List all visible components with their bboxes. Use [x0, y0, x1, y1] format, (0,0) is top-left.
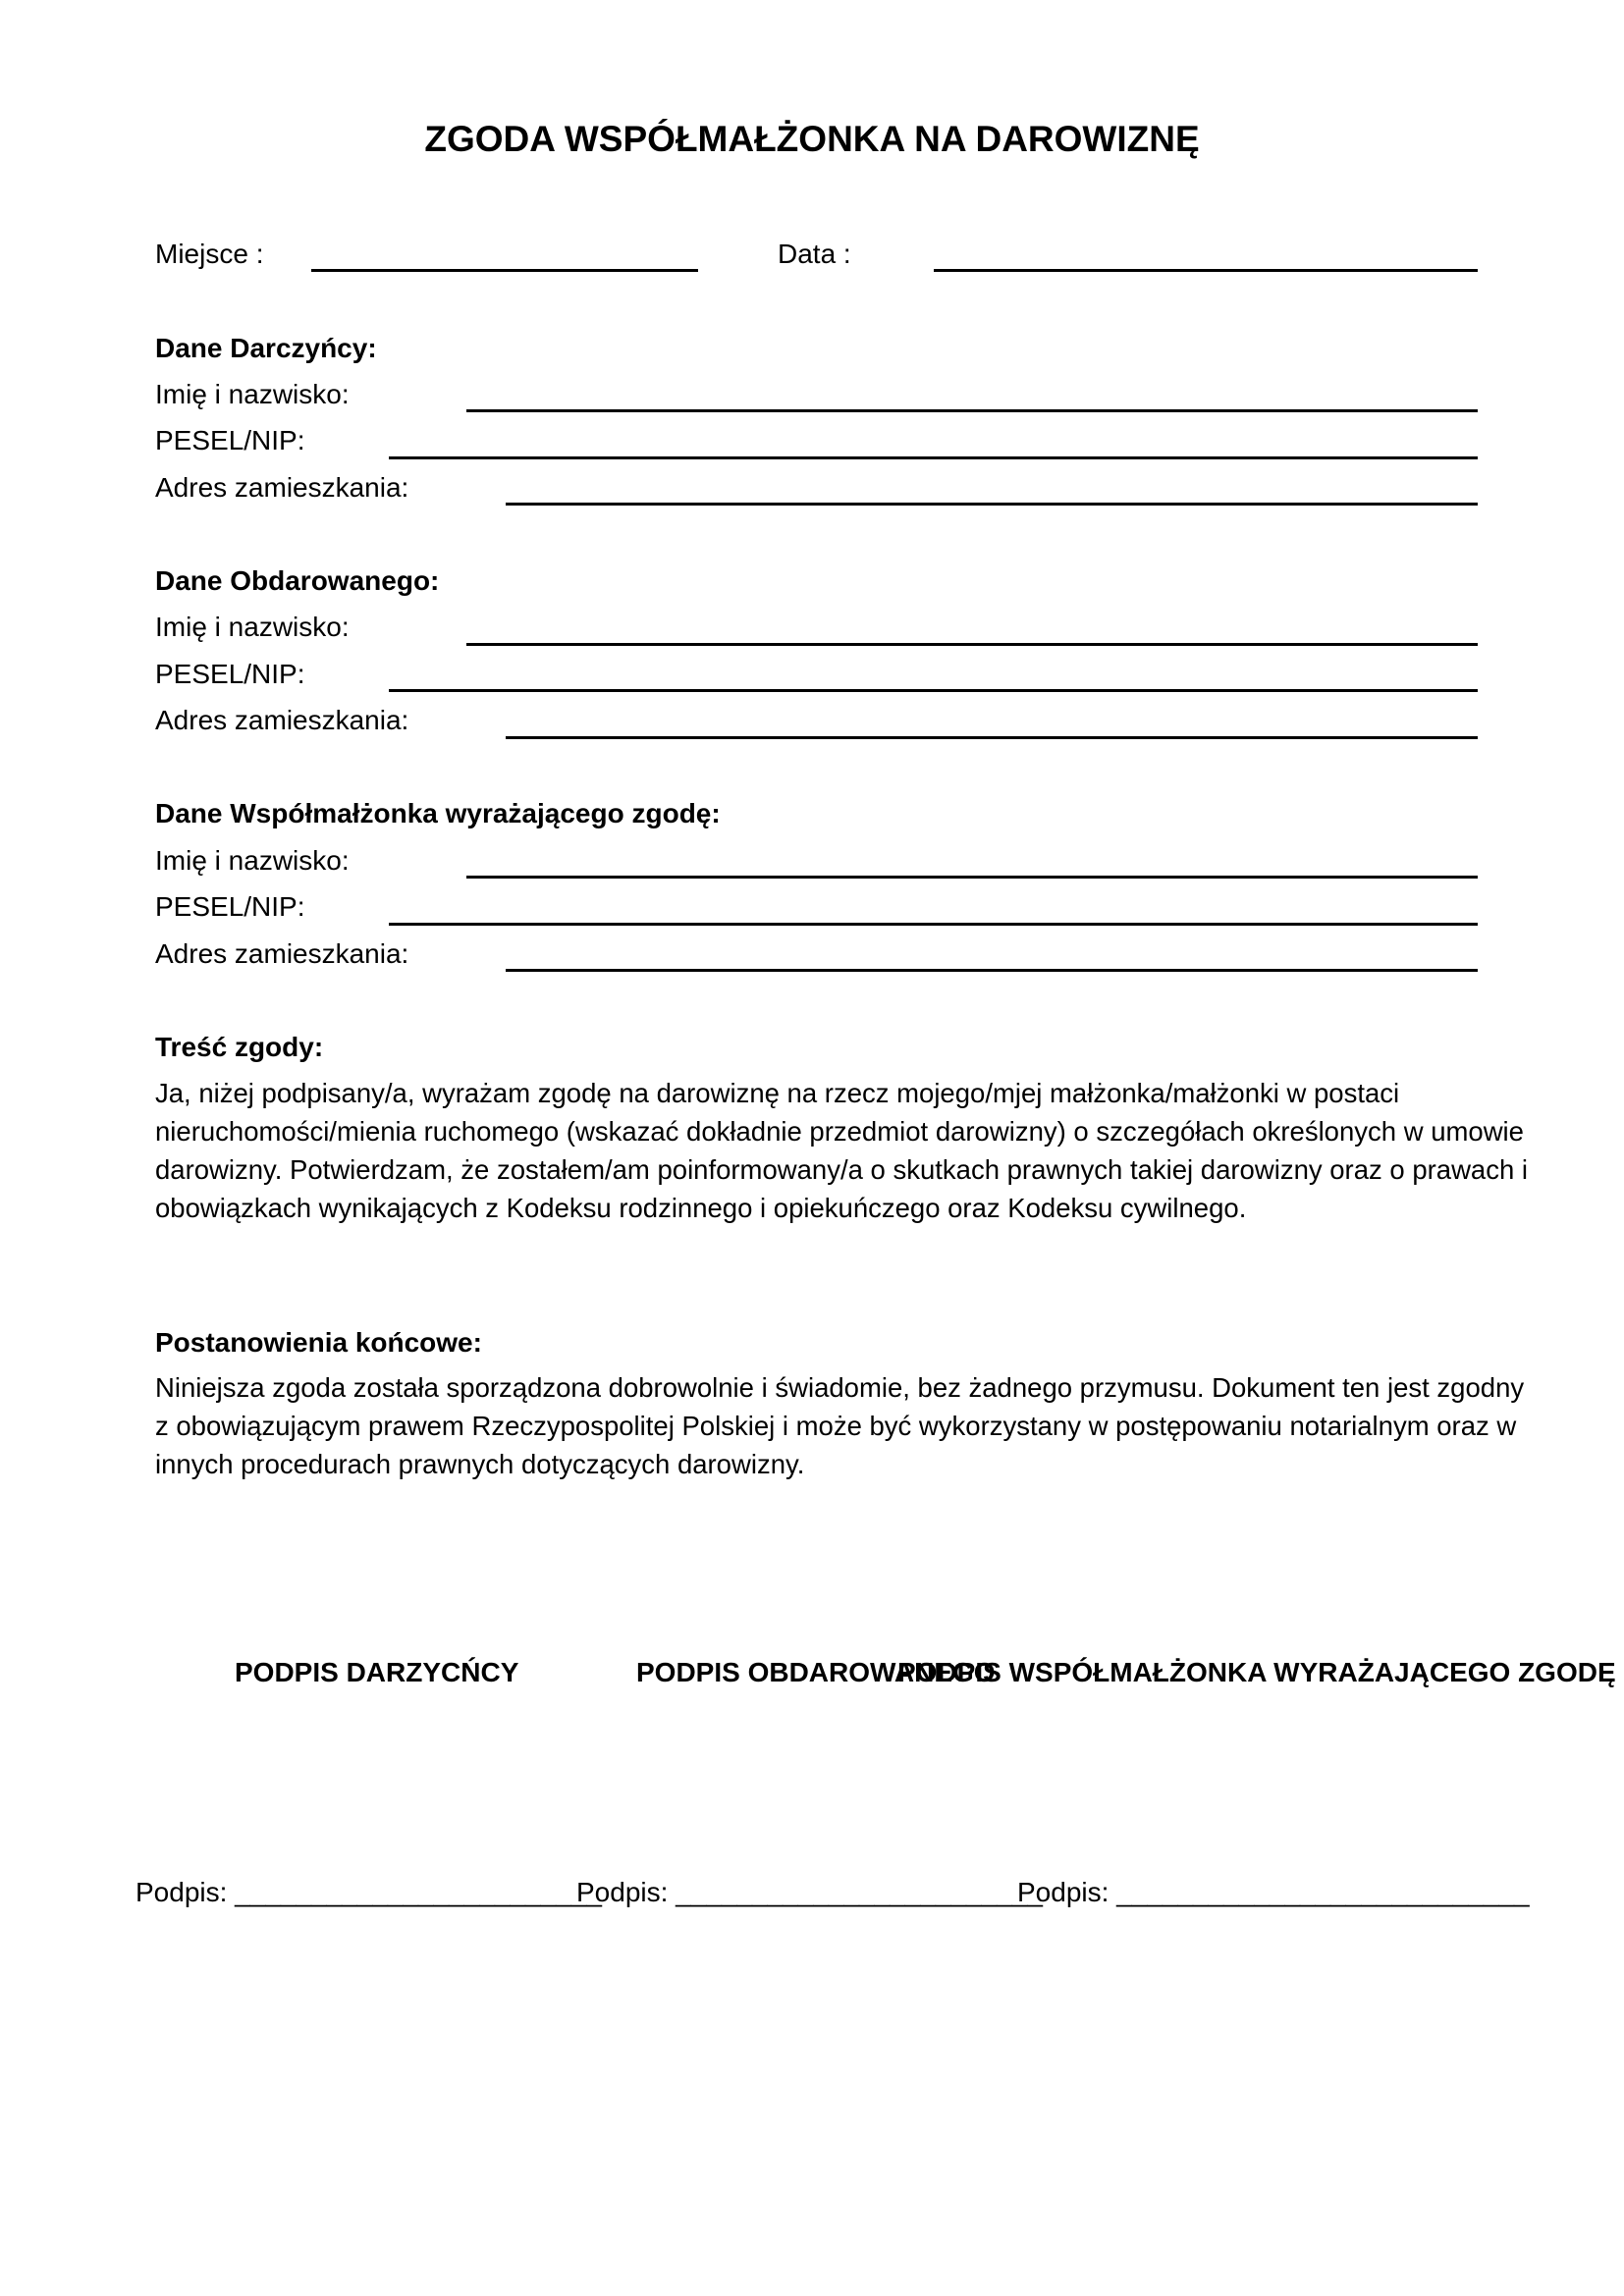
- spouse-signature-title: PODPIS WSPÓŁMAŁŻONKA WYRAŻAJĄCEGO ZGODĘ: [897, 1657, 1616, 1687]
- spouse-address-field[interactable]: [506, 969, 1478, 972]
- recipient-address-label: Adres zamieszkania:: [155, 705, 409, 735]
- donor-id-label: PESEL/NIP:: [155, 425, 305, 455]
- spouse-name-label: Imię i nazwisko:: [155, 845, 350, 876]
- consent-text: Ja, niżej podpisany/a, wyrażam zgodę na darowiznę na rzecz mojego/mjej małżonka/małżonki w postaci nieruchomości/mienia ruchomego (wskazać dokładnie przedmiot darowizny) o szczegółach określonych w umowie darowizny. Potwierdzam, że zostałem/am poinformowany/a o skutkach prawnych takiej darowizny oraz o prawach i obowiązkach wynikających z Kodeksu rodzinnego i opiekuńczego oraz Kodeksu cywilnego.: [155, 1078, 1529, 1223]
- date-label: Data :: [778, 239, 851, 269]
- donor-heading: Dane Darczyńcy:: [155, 333, 377, 363]
- place-field[interactable]: [311, 269, 698, 272]
- spouse-name-field[interactable]: [466, 876, 1478, 879]
- donor-address-label: Adres zamieszkania:: [155, 472, 409, 503]
- donor-name-field[interactable]: [466, 409, 1478, 412]
- final-heading: Postanowienia końcowe:: [155, 1327, 482, 1358]
- spouse-id-label: PESEL/NIP:: [155, 891, 305, 922]
- spouse-signature-line[interactable]: Podpis: ___________________________: [1017, 1877, 1530, 1907]
- donor-id-field[interactable]: [389, 456, 1478, 459]
- recipient-signature-title: PODPIS OBDAROWANEGO: [636, 1657, 996, 1687]
- date-field[interactable]: [934, 269, 1478, 272]
- recipient-address-field[interactable]: [506, 736, 1478, 739]
- place-label: Miejsce :: [155, 239, 264, 269]
- consent-heading: Treść zgody:: [155, 1032, 324, 1062]
- donor-name-label: Imię i nazwisko:: [155, 379, 350, 409]
- document-title: ZGODA WSPÓŁMAŁŻONKA NA DAROWIZNĘ: [424, 119, 1200, 159]
- recipient-id-field[interactable]: [389, 689, 1478, 692]
- donor-signature-title: PODPIS DARZYCŃCY: [235, 1657, 519, 1687]
- donor-address-field[interactable]: [506, 503, 1478, 506]
- recipient-heading: Dane Obdarowanego:: [155, 565, 440, 596]
- spouse-address-label: Adres zamieszkania:: [155, 938, 409, 969]
- spouse-heading: Dane Współmałżonka wyrażającego zgodę:: [155, 798, 721, 828]
- donor-signature-line[interactable]: Podpis: ________________________: [135, 1877, 602, 1907]
- recipient-id-label: PESEL/NIP:: [155, 659, 305, 689]
- spouse-id-field[interactable]: [389, 923, 1478, 926]
- recipient-signature-line[interactable]: Podpis: ________________________: [576, 1877, 1043, 1907]
- recipient-name-field[interactable]: [466, 643, 1478, 646]
- final-text: Niniejsza zgoda została sporządzona dobrowolnie i świadomie, bez żadnego przymusu. Dokument ten jest zgodny z obowiązującym prawem Rzeczypospolitej Polskiej i może być wykorzystany w postępowaniu notarialnym oraz w innych procedurach prawnych dotyczących darowizny.: [155, 1372, 1525, 1479]
- recipient-name-label: Imię i nazwisko:: [155, 612, 350, 642]
